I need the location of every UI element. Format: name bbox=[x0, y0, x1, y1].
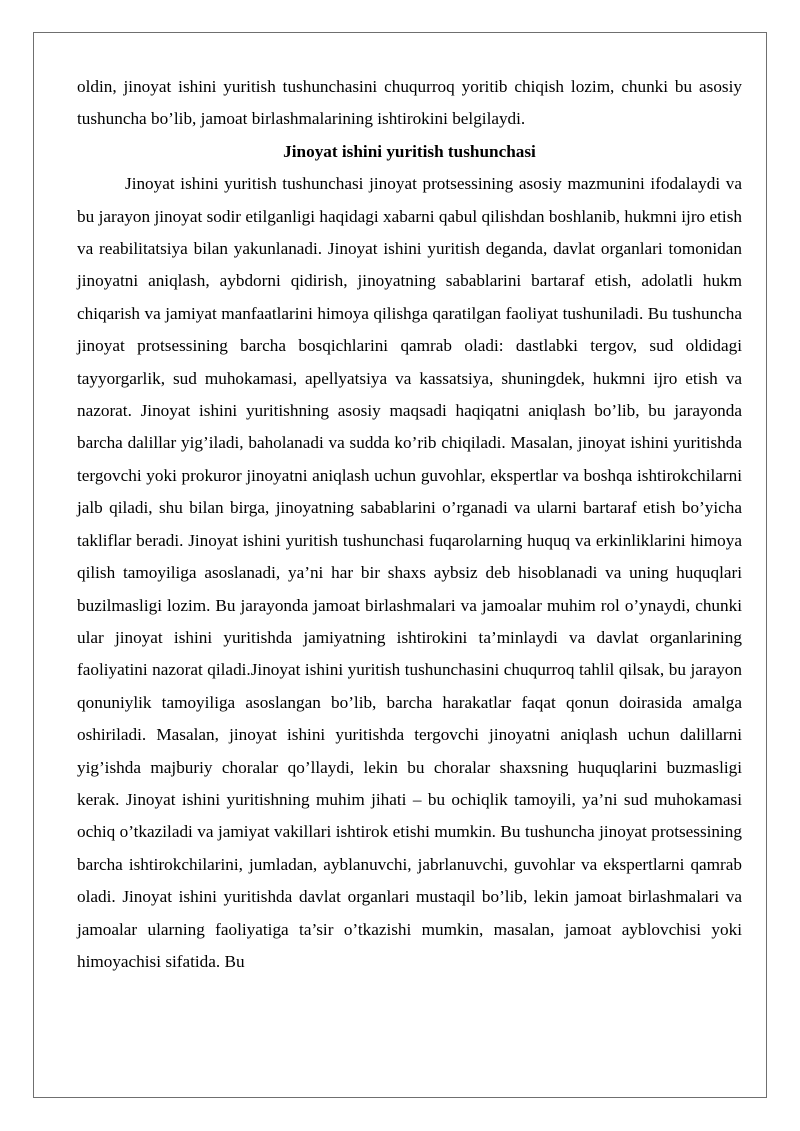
section-heading: Jinoyat ishini yuritish tushunchasi bbox=[283, 141, 536, 161]
document-body bbox=[77, 71, 742, 978]
body-paragraph: Jinoyat ishini yuritish tushunchasi jinoyat protsessining asosiy mazmunini ifodalaydi va bu jarayon jinoyat sodir etilganligi haqidagi xabarni qabul qilishdan boshlanib, hukmni ijro etish va reabilitatsiya bilan yakunlanadi. Jinoyat ishini yuritish deganda, davlat organlari tomonidan jinoyatni aniqlash, aybdorni qidirish, jinoyatning sabablarini bartaraf etish, adolatli hukm chiqarish va jamiyat manfaatlarini himoya qilishga qaratilgan faoliyat tushuniladi. Bu tushuncha jinoyat protsessining barcha bosqichlarini qamrab oladi: dastlabki tergov, sud oldidagi tayyorgarlik, sud muhokamasi, apellyatsiya va kassatsiya, shuningdek, hukmni ijro etish va nazorat. Jinoyat ishini yuritishning asosiy maqsadi haqiqatni aniqlash bo’lib, bu jarayonda barcha dalillar yig’iladi, baholanadi va sudda ko’rib chiqiladi. Masalan, jinoyat ishini yuritishda tergovchi yoki prokuror jinoyatni aniqlash uchun guvohlar, ekspertlar va boshqa ishtirokchilarni jalb qiladi, shu bilan birga, jinoyatning sabablarini o’rganadi va ularni bartaraf etish bo’yicha takliflar beradi. Jinoyat ishini yuritish tushunchasi fuqarolarning huquq va erkinliklarini himoya qilish tamoyiliga asoslanadi, ya’ni har bir shaxs aybsiz deb hisoblanadi va uning huquqlari buzilmasligi lozim. Bu jarayonda jamoat birlashmalari va jamoalar muhim rol o’ynaydi, chunki ular jinoyat ishini yuritishda jamiyatning ishtirokini ta’minlaydi va davlat organlarining faoliyatini nazorat qiladi.Jinoyat ishini yuritish tushunchasini chuqurroq tahlil qilsak, bu jarayon qonuniylik tamoyiliga asoslangan bo’lib, barcha harakatlar faqat qonun doirasida amalga oshiriladi. Masalan, jinoyat ishini yuritishda tergovchi jinoyatni aniqlash uchun dalillarni yig’ishda majburiy choralar qo’llaydi, lekin bu choralar shaxsning huquqlarini buzmasligi kerak. Jinoyat ishini yuritishning muhim jihati – bu ochiqlik tamoyili, ya’ni sud muhokamasi ochiq o’tkaziladi va jamiyat vakillari ishtirok etishi mumkin. Bu tushuncha jinoyat protsessining barcha ishtirokchilarini, jumladan, ayblanuvchi, jabrlanuvchi, guvohlar va ekspertlarni qamrab oladi. Jinoyat ishini yuritishda davlat organlari mustaqil bo’lib, lekin jamoat birlashmalari va jamoalar ularning faoliyatiga ta’sir o’tkazishi mumkin, masalan, jamoat ayblovchisi yoki himoyachisi sifatida. Bu bbox=[77, 174, 742, 971]
intro-paragraph: oldin, jinoyat ishini yuritish tushunchasini chuqurroq yoritib chiqish lozim, chunki bu asosiy tushuncha bo’lib, jamoat birlashmalarining ishtirokini belgilaydi. bbox=[77, 77, 742, 129]
